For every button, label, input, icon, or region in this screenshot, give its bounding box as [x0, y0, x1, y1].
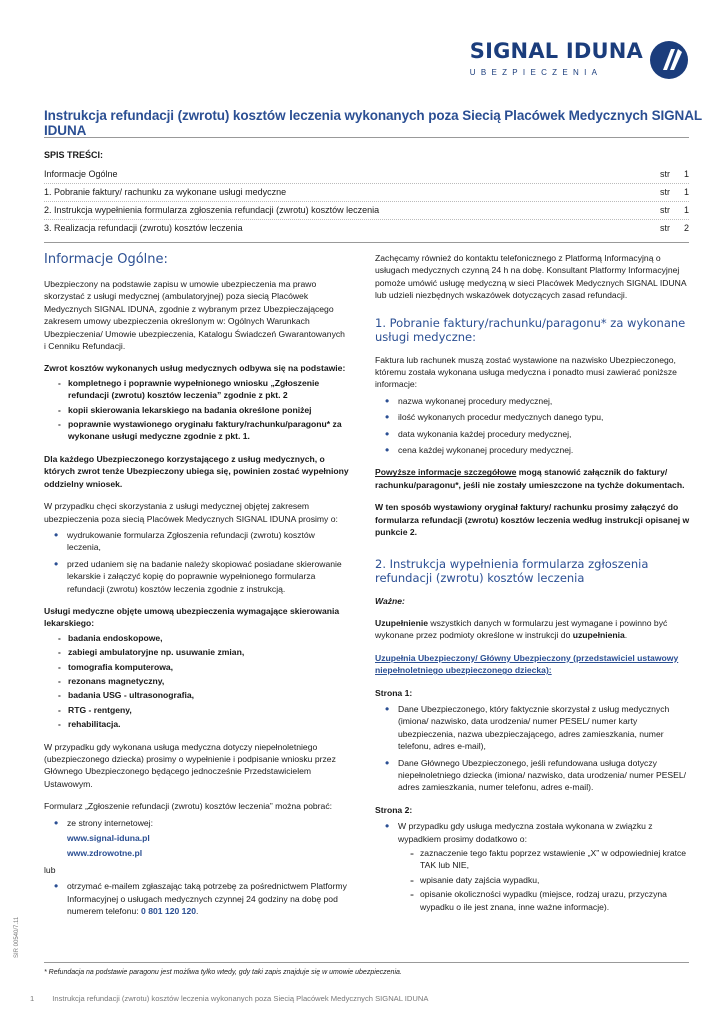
sublist-item: - opisanie okoliczności wypadku (miejsce, rodzaj urazu, przyczyna wypadku o ile jest znana, inne ważne informacje).: [410, 888, 690, 913]
paragraph: W przypadku chęci skorzystania z usługi medycznej objętej zakresem ubezpieczenia poza siecią Placówek Medycznych SIGNAL IDUNA prosimy o:: [44, 501, 338, 524]
toc-str: str: [659, 223, 670, 233]
toc-heading: SPIS TREŚCI:: [44, 150, 104, 160]
toc-label: 2. Instrukcja wypełnienia formularza zgłoszenia refundacji (zwrotu) kosztów leczenia: [44, 205, 380, 215]
phone-number[interactable]: 0 801 120 120: [141, 906, 197, 917]
paragraph-bold: Usługi medyczne objęte umową ubezpieczenia wymagające skierowania lekarskiego:: [44, 605, 340, 629]
requirements-list: [44, 377, 349, 443]
page-number: 1: [30, 994, 35, 1003]
footnote: * Refundacja na podstawie paragonu jest możliwa tylko wtedy, gdy taki zapis znajduje się w umowie ubezpieczenia.: [44, 969, 402, 976]
divider: [44, 962, 689, 963]
list-item: • wydrukowanie formularza Zgłoszenia refundacji (zwrotu) kosztów leczenia,: [54, 529, 349, 554]
accident-sublist: [398, 847, 690, 913]
toc-page-number: 2: [683, 223, 689, 233]
brand-logo: [470, 40, 689, 80]
sublist-item: - zaznaczenie tego faktu poprzez wstawienie „X” w odpowiedniej kratce TAK lub NIE,: [410, 847, 690, 872]
list-item: - tomografia komputerowa,: [58, 661, 349, 673]
section-heading-general: Informacje Ogólne:: [44, 252, 168, 267]
toc-row: [44, 202, 689, 220]
paragraph: [375, 617, 690, 642]
important-label: Ważne:: [375, 595, 405, 606]
toc-label: 3. Realizacja refundacji (zwrotu) kosztów leczenia: [44, 223, 243, 233]
paragraph-text: mogą stanowić załącznik do faktury/ rachunku/paragonu*, jeśli nie zostały umieszczone na tychże dokumentach.: [375, 467, 685, 490]
paragraph-text: wszystkich danych w formularzu jest wymagane i powinno być wykonane przez podmioty określone w instrukcji do: [375, 617, 668, 641]
list-item: - rehabilitacja.: [58, 718, 349, 730]
sublist-item: - wpisanie daty zajścia wypadku,: [410, 874, 690, 886]
toc-label: Informacje Ogólne: [44, 169, 118, 179]
list-item: - badania USG - ultrasonografia,: [58, 689, 349, 701]
list-item: • data wykonania każdej procedury medycznej,: [385, 428, 690, 440]
toc-str: str: [659, 169, 670, 179]
list-item: - badania endoskopowe,: [58, 632, 349, 644]
paragraph-text: .: [624, 630, 628, 641]
page-footer: [30, 994, 428, 1003]
list-item: [54, 817, 349, 860]
bold-text: Uzupełnienie: [375, 617, 429, 628]
divider: [44, 137, 689, 138]
list-item: - kopii skierowania lekarskiego na badania określone poniżej: [58, 404, 349, 416]
email-list: [44, 880, 349, 917]
invoice-info-list: [375, 395, 690, 457]
divider: [44, 242, 689, 243]
download-list: [44, 817, 349, 860]
page-1-label: Strona 1:: [375, 687, 413, 698]
fill-by-heading: Uzupełnia Ubezpieczony/ Główny Ubezpieczony (przedstawiciel ustawowy niepełnoletniego ubezpieczonego dziecka):: [375, 652, 679, 676]
toc-row: [44, 220, 689, 237]
document-code: SIR 00540/7.11: [14, 916, 20, 958]
page-2-label: Strona 2:: [375, 804, 413, 815]
paragraph: W przypadku gdy wykonana usługa medyczna dotyczy niepełnoletniego (ubezpieczonego dziecka) prosimy o wypełnienie i podpisanie wniosku przez Głównego Ubezpieczonego będącego jednocześnie Przedstawicielem Ustawowym.: [44, 741, 336, 789]
page-1-list: [375, 703, 690, 794]
paragraph: Zachęcamy również do kontaktu telefonicznego z Platformą Informacyjną o usługach medycznych czynną 24 h na dobę. Konsultant Platformy Informacyjnej pomoże umówić usługę medyczną w sieci Placówek Medycznych SIGNAL IDUNA lub udzieli niezbędnych wskazówek dotyczących zasad refundacji.: [375, 253, 687, 301]
paragraph: Faktura lub rachunek muszą zostać wystawione na nazwisko Ubezpieczonego, któremu została wykonana usługa medyczna i ponadto musi zawierać poniższe informacje:: [375, 354, 677, 390]
list-item-text: ze strony internetowej:: [67, 817, 153, 828]
paragraph-bold: W ten sposób wystawiony oryginał faktury/ rachunku prosimy załączyć do formularza refundacji (zwrotu) kosztów leczenia według instrukcji opisanej w punkcie 2.: [375, 502, 690, 538]
list-item: • Dane Ubezpieczonego, który faktycznie skorzystał z usług medycznych (imiona/ nazwisko, data urodzenia/ numer PESEL/ numer karty ubezpieczenia, nazwa ubezpieczającego, adres zamieszkania, numer telefonu, adres e-mail),: [385, 703, 690, 753]
right-column: [375, 252, 690, 923]
signal-iduna-logo-icon: [649, 40, 689, 80]
toc-str: str: [659, 205, 670, 215]
list-item-text: otrzymać e-mailem zgłaszając taką potrzebę za pośrednictwem Platformy Informacyjnej o usługach medycznych czynnej 24 godziny na dobę pod numerem telefonu:: [67, 881, 347, 917]
toc-row: [44, 184, 689, 202]
bold-text: uzupełnienia: [572, 630, 625, 641]
paragraph-or: lub: [44, 864, 56, 875]
toc-page-number: 1: [683, 187, 689, 197]
underlined-text: Powyższe informacje szczegółowe: [375, 467, 517, 478]
toc-str: str: [659, 187, 670, 197]
list-item: - RTG - rentgeny,: [58, 704, 349, 716]
list-item: • cena każdej wykonanej procedury medycznej.: [385, 444, 690, 456]
section-heading-invoice: 1. Pobranie faktury/rachunku/paragonu* za wykonane usługi medyczne:: [375, 315, 686, 344]
paragraph-bold: [375, 466, 690, 491]
referral-services-list: [44, 632, 349, 731]
list-item: - kompletnego i poprawnie wypełnionego wniosku „Zgłoszenie refundacji (zwrotu) kosztów leczenia” zgodnie z pkt. 2: [58, 377, 349, 402]
link-signal-iduna[interactable]: www.signal-iduna.pl: [67, 833, 150, 844]
instructions-list: [44, 529, 349, 595]
list-item: - zabiegi ambulatoryjne np. usuwanie zmian,: [58, 646, 349, 658]
list-item: • nazwa wykonanej procedury medycznej,: [385, 395, 690, 407]
page-2-list: [375, 820, 690, 913]
list-item: • ilość wykonanych procedur medycznych danego typu,: [385, 411, 690, 423]
list-item: - rezonans magnetyczny,: [58, 675, 349, 687]
paragraph: Ubezpieczony na podstawie zapisu w umowie ubezpieczenia ma prawo skorzystać z usługi medycznej (ambulatoryjnej) poza siecią Placówek Medycznych SIGNAL IDUNA, zgodnie z wybranym przez Ubezpieczającego zakresem umowy ubezpieczenia określonym w: Ogólnych Warunkach Ubezpieczenia/ Umowie ubezpieczenia, Katalogu Świadczeń Gwarantowanych i Cenniku Refundacji.: [44, 279, 345, 352]
link-zdrowotne[interactable]: www.zdrowotne.pl: [67, 848, 143, 859]
list-item: • przed udaniem się na badanie należy skopiować posiadane skierowanie lekarskie i załączyć kopię do poprawnie wypełnionego formularza refundacji (zwrotu) kosztów leczenia zgodnie z instrukcją.: [54, 558, 349, 595]
toc-label: 1. Pobranie faktury/ rachunku za wykonane usługi medyczne: [44, 187, 287, 197]
toc-page-number: 1: [683, 205, 689, 215]
footer-text: Instrukcja refundacji (zwrotu) kosztów leczenia wykonanych poza Siecią Placówek Medycznych SIGNAL IDUNA: [52, 994, 429, 1003]
list-item: • Dane Głównego Ubezpieczonego, jeśli refundowana usługa dotyczy niepełnoletniego dziecka (imiona/ nazwisko, data urodzenia/ numer PESEL/ adres zamieszkania, numer telefonu, adres e-mail).: [385, 757, 690, 794]
toc-page-number: 1: [683, 169, 689, 179]
list-item: - poprawnie wystawionego oryginału faktury/rachunku/paragonu* za wykonane usługi medyczne zgodnie z pkt. 1.: [58, 418, 349, 443]
list-item: [385, 820, 690, 913]
paragraph-bold: Zwrot kosztów wykonanych usług medycznych odbywa się na podstawie:: [44, 363, 346, 374]
section-heading-form: 2. Instrukcja wypełnienia formularza zgłoszenia refundacji (zwrotu) kosztów leczenia: [375, 556, 649, 585]
brand-sub: UBEZPIECZENIA: [469, 68, 603, 77]
toc-row: [44, 166, 689, 184]
brand-name: SIGNAL IDUNA: [469, 39, 643, 63]
table-of-contents: [44, 150, 689, 237]
left-column: [44, 252, 349, 927]
document-title: Instrukcja refundacji (zwrotu) kosztów leczenia wykonanych poza Siecią Placówek Medycznych SIGNAL IDUNA: [44, 108, 702, 138]
list-item-end: .: [196, 906, 199, 917]
list-item: [54, 880, 349, 917]
list-item-text: W przypadku gdy usługa medyczna została wykonana w związku z wypadkiem prosimy dodatkowo o:: [398, 821, 653, 844]
paragraph: Formularz „Zgłoszenie refundacji (zwrotu) kosztów leczenia” można pobrać:: [44, 801, 332, 812]
paragraph-bold: Dla każdego Ubezpieczonego korzystającego z usług medycznych, o których zwrot tenże Ubezpieczony ubiega się, powinien zostać wypełniony oddzielny wniosek.: [44, 453, 349, 489]
